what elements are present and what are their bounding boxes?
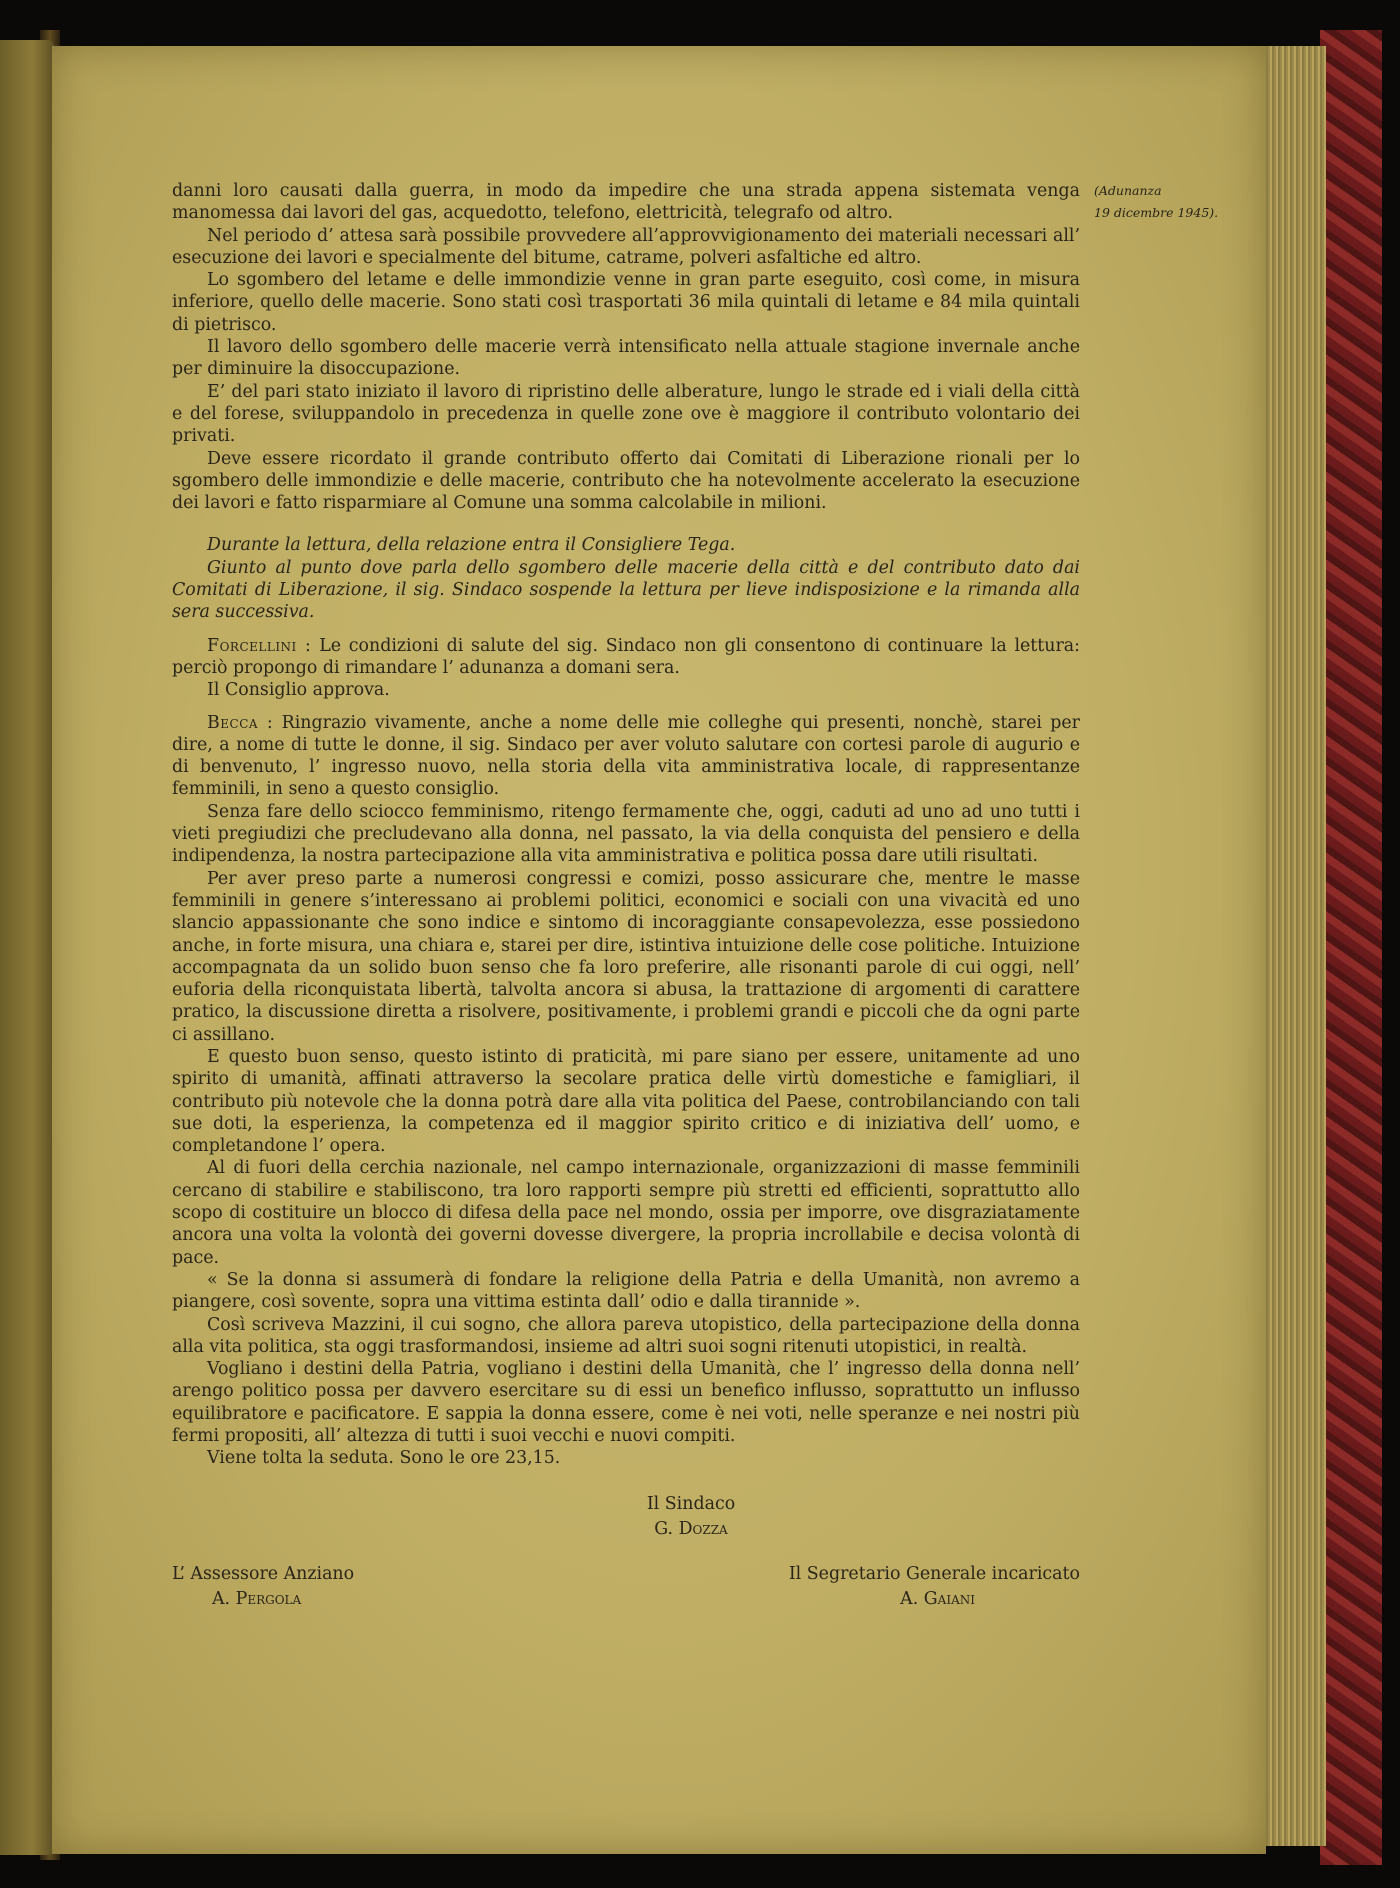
- paragraph: Nel periodo d’ attesa sarà possibile provvedere all’approvvigionamento dei materiali necessari all’ esecuzione dei lavori e specialmente del bitume, catrame, polveri asfaltiche ed altro.: [172, 225, 1080, 268]
- paragraph: Al di fuori della cerchia nazionale, nel campo internazionale, organizzazioni di masse femminili cercano di stabilire e stabiliscono, tra loro rapporti sempre più stretti ed efficienti, soprattutto allo scopo di costituire un blocco di difesa della pace nel mondo, ossia per imporre, ove disgraziatamente ancora una volta la volontà dei governi dovesse divergere, la propria incrollabile e decisa volontà di pace.: [172, 1158, 1080, 1268]
- margin-note-line: (Adunanza: [1094, 183, 1162, 198]
- speaker-name: Forcellini :: [207, 635, 312, 656]
- paragraph: Deve essere ricordato il grande contributo offerto dai Comitati di Liberazione rionali per lo sgombero delle immondizie e delle macerie, contributo che ha notevolmente accelerato la esecuzione dei lavori e fatto risparmiare al Comune una somma calcolabile in milioni.: [172, 448, 1080, 514]
- margin-note: [1094, 180, 1224, 224]
- forcellini-statement: [172, 635, 1080, 680]
- approval-note: Il Consiglio approva.: [207, 680, 390, 701]
- session-note: Durante la lettura, della relazione entra il Consigliere Tega.: [207, 535, 736, 556]
- signature-row: [172, 1562, 1080, 1612]
- signature-name: A. Gaiani: [900, 1588, 975, 1609]
- paragraph: Vogliano i destini della Patria, vogliano i destini della Umanità, che l’ ingresso della donna nell’ arengo politico possa per davvero esercitare su di essi un benefico influsso, soprattutto un influsso equilibratore e pacificatore. E sappia la donna essere, come è nei voti, nelle speranze e nei nostri più fermi propositi, all’ altezza di tutti i suoi vecchi e nuovi compiti.: [172, 1359, 1080, 1447]
- paragraph: E questo buon senso, questo istinto di praticità, mi pare siano per essere, unitamente ad uno spirito di umanità, affinati attraverso la secolare pratica delle virtù domestiche e famigliari, il contributo più notevole che la donna potrà dare alla vita politica del Paese, controbilanciando con tali sue doti, la esperienza, la competenza ed il maggior spirito critico e di iniziativa dell’ uomo, e completandone l’ opera.: [172, 1046, 1080, 1157]
- signature-title: L’ Assessore Anziano: [172, 1563, 355, 1584]
- becca-statement: [172, 712, 1080, 801]
- signature-title: Il Sindaco: [646, 1493, 736, 1514]
- segretario-signature: [789, 1562, 1080, 1612]
- statement-text: Le condizioni di salute del sig. Sindaco non gli consentono di continuare la lettura: perciò propongo di rimandare l’ adunanza a domani sera.: [172, 635, 1081, 678]
- assessore-signature: [172, 1562, 354, 1612]
- paragraph: E’ del pari stato iniziato il lavoro di ripristino delle alberature, lungo le strade ed i viali della città e del forese, sviluppandolo in precedenza in quelle zone ove è maggiore il contributo volontario dei privati.: [172, 381, 1080, 447]
- session-note: Giunto al punto dove parla dello sgombero delle macerie della città e del contributo dato dai Comitati di Liberazione, il sig. Sindaco sospende la lettura per lieve indisposizione e la rimanda alla sera successiva.: [172, 557, 1080, 623]
- paragraph: Per aver preso parte a numerosi congressi e comizi, posso assicurare che, mentre le masse femminili in genere s’interessano ai problemi politici, economici e sociali con una vivacità ed uno slancio appassionante che sono indice e sintomo di incoraggiante consapevolezza, esse possiedono anche, in forte misura, una chiara e, starei per dire, istintiva intuizione delle cose politiche. Intuizione accompagnata da un solido buon senso che fa loro preferire, alle risonanti parole di cui oggi, nell’ euforia della riconquistata libertà, talvolta ancora si abusa, la trattazione di argomenti di carattere pratico, la discussione diretta a risolvere, positivamente, i problemi grandi e piccoli che da ogni parte ci assillano.: [172, 868, 1080, 1045]
- margin-note-line: 19 dicembre 1945).: [1094, 205, 1219, 220]
- speaker-name: Becca :: [207, 712, 274, 733]
- sindaco-signature: [302, 1492, 1080, 1542]
- signature-name: A. Pergola: [212, 1588, 302, 1609]
- signature-name: G. Dozza: [654, 1518, 728, 1539]
- previous-page-edge: [0, 40, 54, 1855]
- paragraph: Senza fare dello sciocco femminismo, ritengo fermamente che, oggi, caduti ad uno ad uno tutti i vieti pregiudizi che precludevano alla donna, nel passato, la via della conquista del pensiero e della indipendenza, la nostra partecipazione alla vita amministrativa e politica possa dare utili risultati.: [172, 801, 1080, 867]
- page-stack-edge: [1260, 46, 1326, 1846]
- paragraph: « Se la donna si assumerà di fondare la religione della Patria e della Umanità, non avremo a piangere, così sovente, sopra una vittima estinta dall’ odio e dalla tirannide ».: [172, 1269, 1080, 1313]
- paragraph: Così scriveva Mazzini, il cui sogno, che allora pareva utopistico, della partecipazione della donna alla vita politica, sta oggi trasformandosi, insieme ad altri suoi sogni ritenuti utopistici, in realtà.: [172, 1314, 1080, 1357]
- marbled-cover: [1320, 30, 1382, 1865]
- statement-text: Ringrazio vivamente, anche a nome delle mie colleghe qui presenti, nonchè, starei per dire, a nome di tutte le donne, il sig. Sindaco per aver voluto salutare con cortesi parole di augurio e di benvenuto, l’ ingresso nuovo, nella storia della vita amministrativa locale, di rappresentanze femminili, in seno a questo consiglio.: [172, 712, 1080, 800]
- paragraph: danni loro causati dalla guerra, in modo da impedire che una strada appena sistemata venga manomessa dai lavori del gas, acquedotto, telefono, elettricità, telegrafo od altro.: [172, 181, 1080, 224]
- signature-title: Il Segretario Generale incaricato: [788, 1563, 1080, 1584]
- paragraph: Lo sgombero del letame e delle immondizie venne in gran parte eseguito, così come, in misura inferiore, quello delle macerie. Sono stati così trasportati 36 mila quintali di letame e 84 mila quintali di pietrisco.: [172, 270, 1080, 335]
- session-notes: [172, 534, 1080, 623]
- document-body: [172, 180, 1080, 1612]
- closing-line: Viene tolta la seduta. Sono le ore 23,15.: [207, 1448, 561, 1469]
- paragraph: Il lavoro dello sgombero delle macerie verrà intensificato nella attuale stagione invernale anche per diminuire la disoccupazione.: [172, 337, 1080, 380]
